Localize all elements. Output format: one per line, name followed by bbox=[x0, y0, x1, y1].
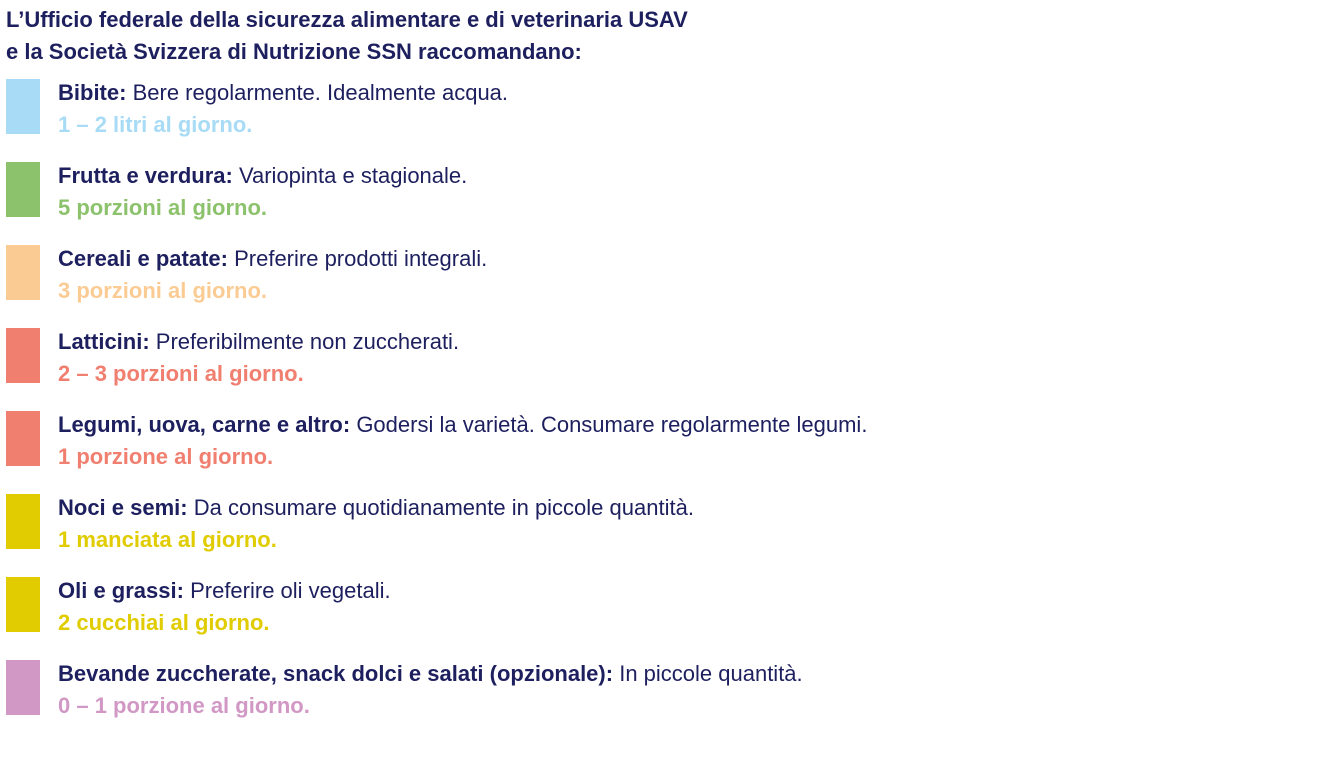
color-swatch bbox=[6, 79, 40, 134]
recommendation-item bbox=[6, 575, 1306, 658]
recommendation-item bbox=[6, 492, 1306, 575]
category-label: Bibite: bbox=[58, 80, 127, 105]
heading-line-1: L’Ufficio federale della sicurezza alimentare e di veterinaria USAV bbox=[6, 7, 688, 32]
category-description: Preferire oli vegetali. bbox=[190, 578, 391, 603]
category-description: Bere regolarmente. Idealmente acqua. bbox=[132, 80, 509, 105]
color-swatch bbox=[6, 245, 40, 300]
daily-amount: 2 – 3 porzioni al giorno. bbox=[58, 361, 304, 386]
recommendation-item bbox=[6, 326, 1306, 409]
category-label: Latticini: bbox=[58, 329, 150, 354]
category-description: Preferibilmente non zuccherati. bbox=[155, 329, 460, 354]
color-swatch bbox=[6, 577, 40, 632]
recommendation-list bbox=[6, 77, 1306, 741]
color-swatch bbox=[6, 411, 40, 466]
category-label: Frutta e verdura: bbox=[58, 163, 233, 188]
recommendation-item bbox=[6, 658, 1306, 741]
category-description: Variopinta e stagionale. bbox=[238, 163, 468, 188]
category-label: Noci e semi: bbox=[58, 495, 188, 520]
category-label: Bevande zuccherate, snack dolci e salati (opzionale): bbox=[58, 661, 614, 686]
daily-amount: 5 porzioni al giorno. bbox=[58, 195, 267, 220]
daily-amount: 2 cucchiai al giorno. bbox=[58, 610, 270, 635]
recommendation-item bbox=[6, 77, 1306, 160]
category-label: Legumi, uova, carne e altro: bbox=[58, 412, 351, 437]
daily-amount: 1 – 2 litri al giorno. bbox=[58, 112, 253, 137]
heading-line-2: e la Società Svizzera di Nutrizione SSN raccomandano: bbox=[6, 39, 582, 64]
daily-amount: 3 porzioni al giorno. bbox=[58, 278, 267, 303]
daily-amount: 0 – 1 porzione al giorno. bbox=[58, 693, 310, 718]
daily-amount: 1 porzione al giorno. bbox=[58, 444, 274, 469]
category-label: Oli e grassi: bbox=[58, 578, 184, 603]
category-label: Cereali e patate: bbox=[58, 246, 228, 271]
heading bbox=[6, 4, 1306, 68]
recommendation-item bbox=[6, 243, 1306, 326]
color-swatch bbox=[6, 660, 40, 715]
color-swatch bbox=[6, 162, 40, 217]
category-description: Preferire prodotti integrali. bbox=[234, 246, 488, 271]
category-description: Godersi la varietà. Consumare regolarmente legumi. bbox=[356, 412, 868, 437]
recommendation-item bbox=[6, 409, 1306, 492]
color-swatch bbox=[6, 328, 40, 383]
color-swatch bbox=[6, 494, 40, 549]
daily-amount: 1 manciata al giorno. bbox=[58, 527, 277, 552]
recommendation-item bbox=[6, 160, 1306, 243]
category-description: Da consumare quotidianamente in piccole quantità. bbox=[193, 495, 694, 520]
category-description: In piccole quantità. bbox=[619, 661, 803, 686]
recommendations-page bbox=[6, 4, 1306, 741]
